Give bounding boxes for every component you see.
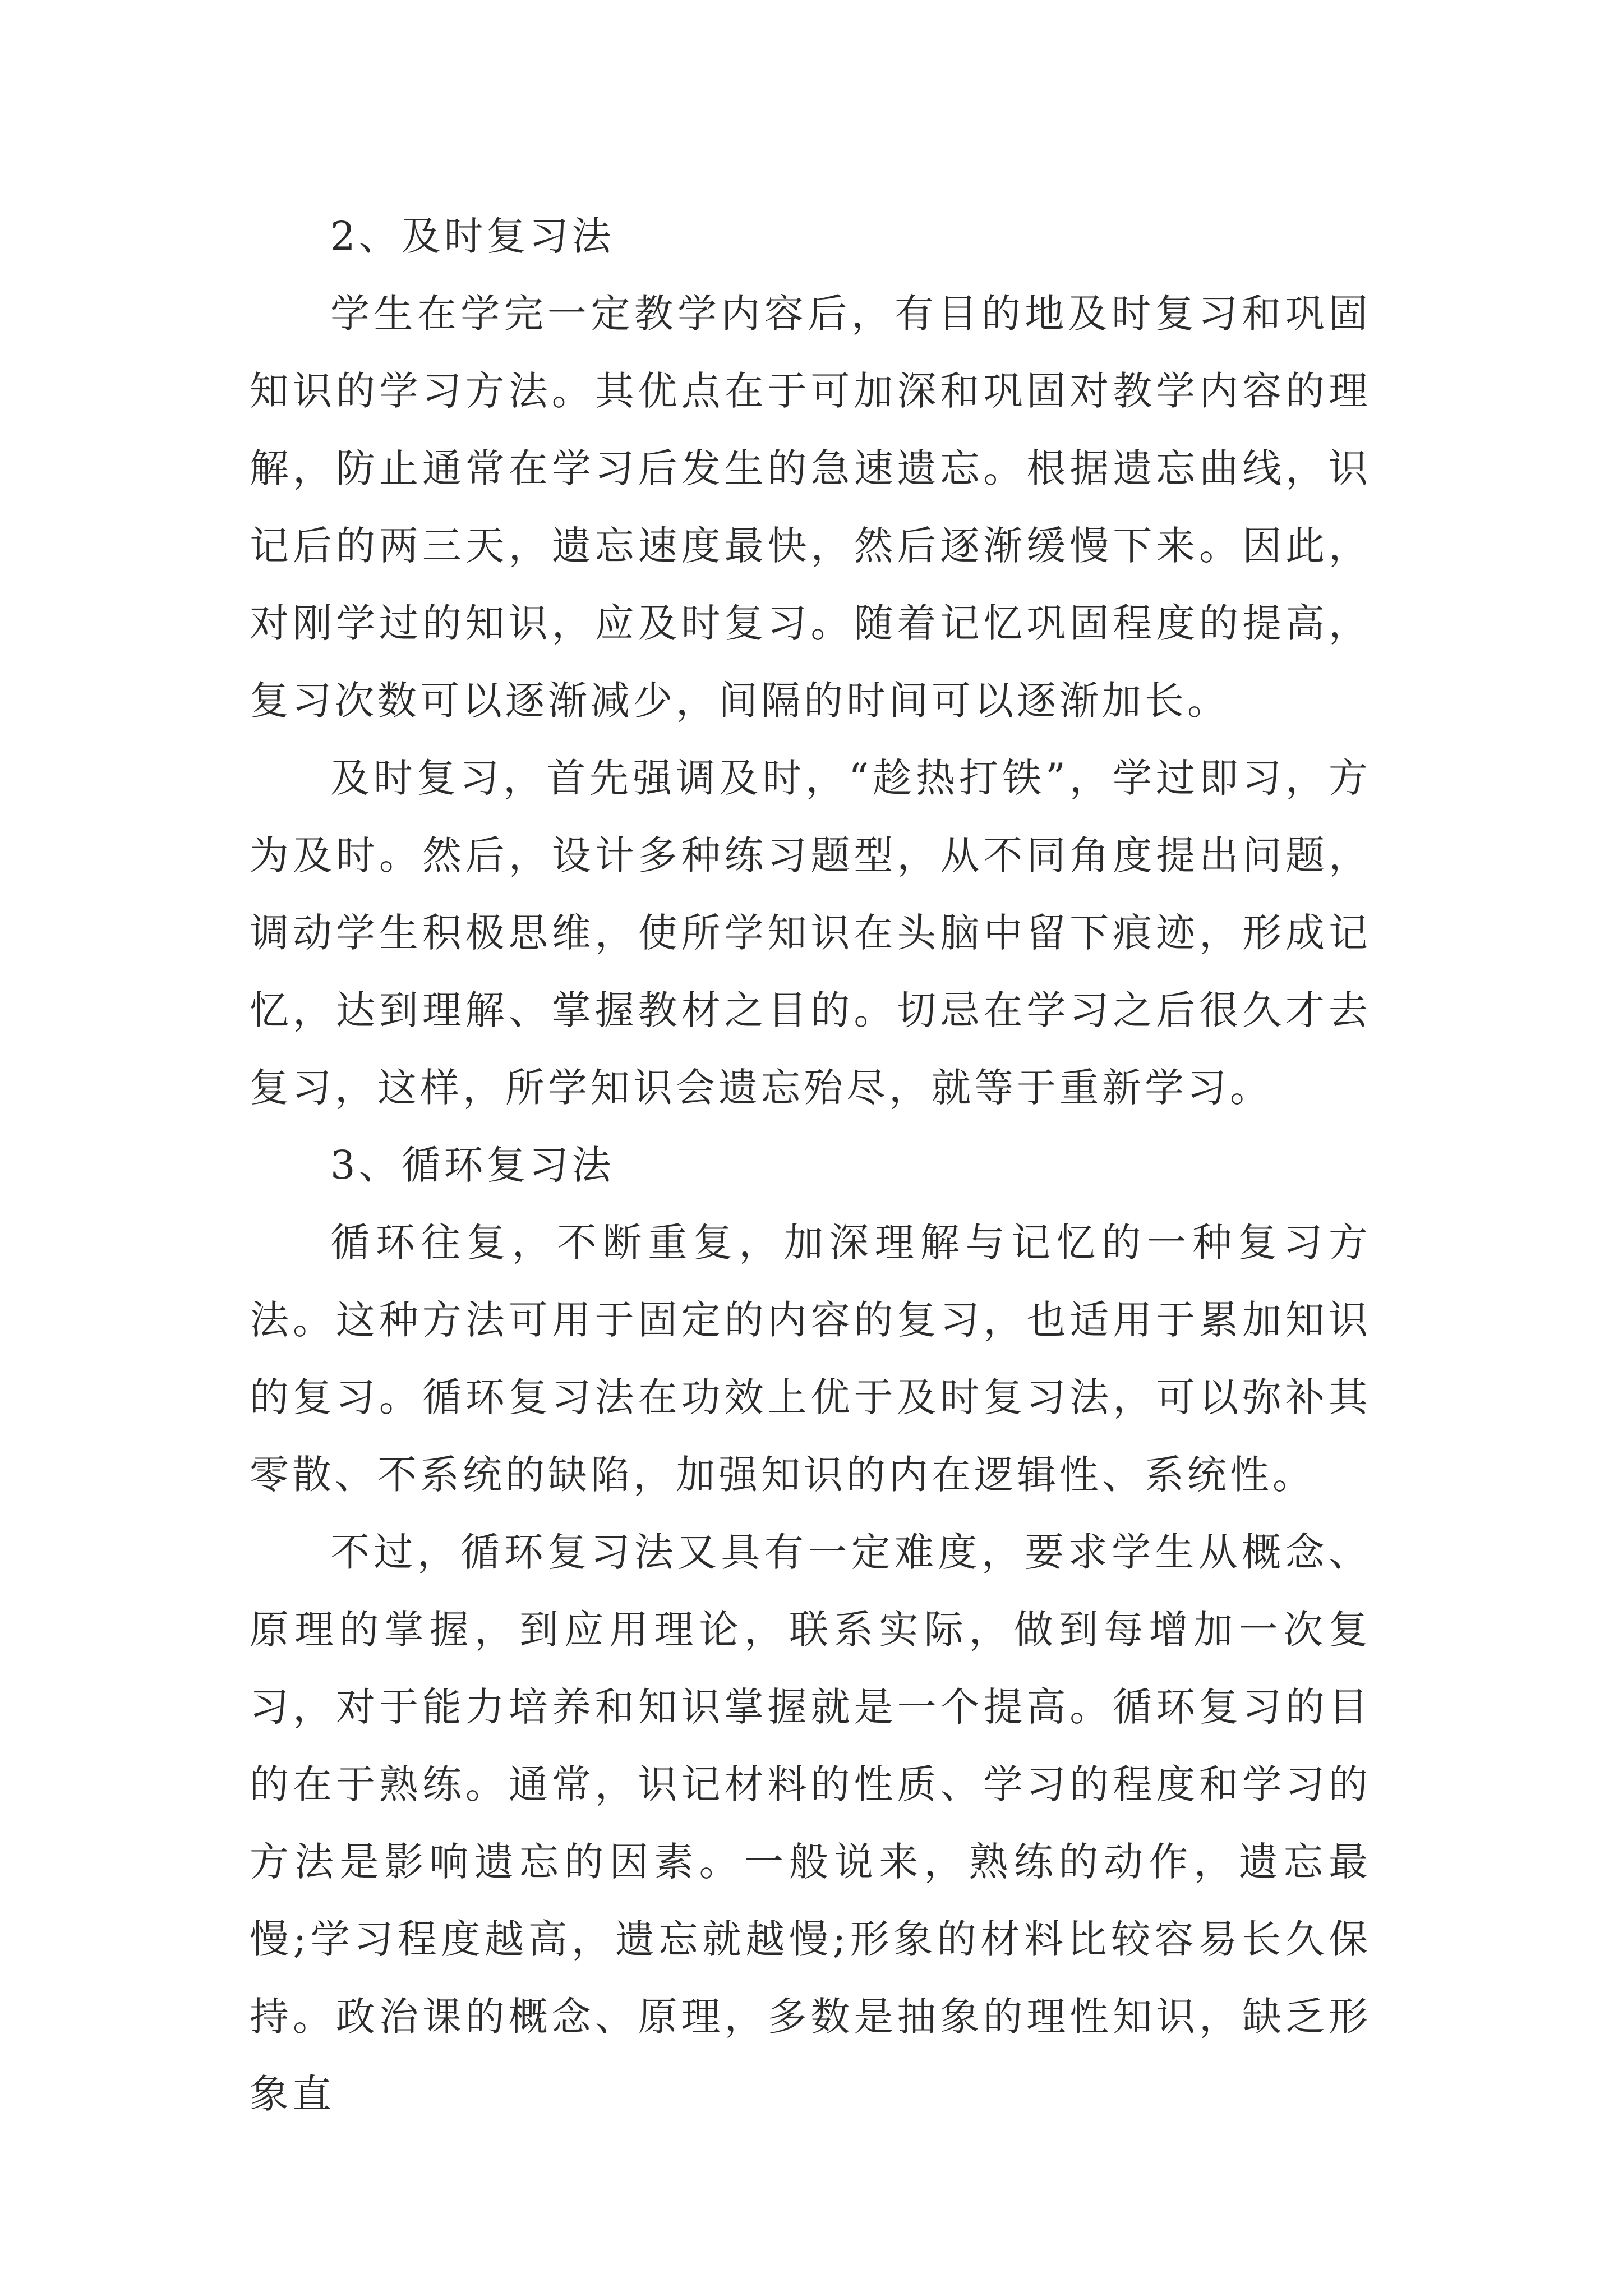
section-heading-cyclic-review: 3、循环复习法 [330, 1142, 615, 1188]
paragraph-cyclic-review-difficulty: 不过，循环复习法又具有一定难度，要求学生从概念、原理的掌握，到应用理论，联系实际，做到每增加一次复习，对于能力培养和知识掌握就是一个提高。循环复习的目的在于熟练。通常，识记材料的性质、学习的程度和学习的方法是影响遗忘的因素。一般说来，熟练的动作，遗忘最慢;学习程度越高，遗忘就越慢;形象的材料比较容易长久保持。政治课的概念、原理，多数是抽象的理性知识，缺乏形象直 [250, 1529, 1371, 2117]
paragraph-timely-review-method: 及时复习，首先强调及时，“趁热打铁”，学过即习，方为及时。然后，设计多种练习题型，从不同角度提出问题，调动学生积极思维，使所学知识在头脑中留下痕迹，形成记忆，达到理解、掌握教材之目的。切忌在学习之后很久才去复习，这样，所学知识会遗忘殆尽，就等于重新学习。 [250, 755, 1371, 1111]
section-heading-timely-review: 2、及时复习法 [330, 213, 615, 259]
document-body [250, 197, 1371, 2133]
paragraph-timely-review-definition: 学生在学完一定教学内容后，有目的地及时复习和巩固知识的学习方法。其优点在于可加深和巩固对教学内容的理解，防止通常在学习后发生的急速遗忘。根据遗忘曲线，识记后的两三天，遗忘速度最快，然后逐渐缓慢下来。因此，对刚学过的知识，应及时复习。随着记忆巩固程度的提高，复习次数可以逐渐减少，间隔的时间可以逐渐加长。 [250, 291, 1371, 724]
paragraph-cyclic-review-definition: 循环往复，不断重复，加深理解与记忆的一种复习方法。这种方法可用于固定的内容的复习，也适用于累加知识的复习。循环复习法在功效上优于及时复习法，可以弥补其零散、不系统的缺陷，加强知识的内在逻辑性、系统性。 [250, 1220, 1371, 1498]
